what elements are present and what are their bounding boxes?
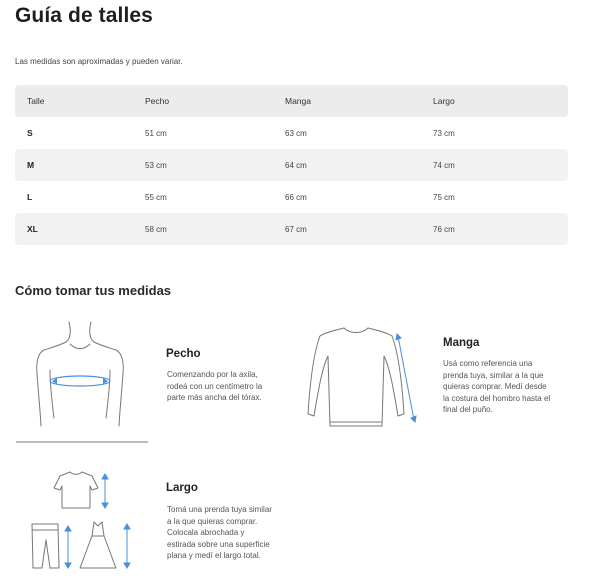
length-text-line: a la que quieras comprar.: [167, 516, 258, 526]
table-row: [15, 181, 568, 213]
cell-chest: 55 cm: [145, 192, 167, 202]
col-header-size: Talle: [15, 85, 145, 117]
length-text: [167, 504, 272, 562]
sleeve-text-line: Usá como referencia una: [443, 359, 533, 368]
cell-sleeve: 64 cm: [285, 149, 433, 181]
length-text-line: Tomá una prenda tuya similar: [167, 505, 272, 514]
cell-size: M: [15, 149, 145, 181]
page-title: Guía de talles: [15, 4, 153, 27]
cell-chest: 53 cm: [145, 149, 285, 181]
torso-icon: [14, 318, 150, 446]
sleeve-text-line: la costura del hombro hasta el: [443, 393, 551, 403]
cell-sleeve: 67 cm: [285, 213, 433, 245]
cell-sleeve: 66 cm: [285, 192, 307, 202]
sleeve-text-line: quieras comprar. Medí desde: [443, 382, 547, 391]
cell-sleeve: 63 cm: [285, 128, 307, 138]
sleeve-text-line: final del puño.: [443, 405, 493, 414]
table-header-row: [15, 85, 568, 117]
long-sleeve-shirt-icon: [300, 322, 420, 432]
cell-chest: 51 cm: [145, 128, 167, 138]
chest-text: [167, 369, 262, 404]
col-header-sleeve: Manga: [285, 85, 433, 117]
chest-text-line: parte más ancha del tórax.: [167, 393, 262, 402]
sleeve-text: [443, 358, 550, 416]
table-row: [15, 149, 568, 181]
cell-length: 76 cm: [433, 213, 568, 245]
measure-section-title: Cómo tomar tus medidas: [15, 283, 172, 298]
col-header-chest: Pecho: [145, 85, 285, 117]
sleeve-title: Manga: [443, 337, 480, 349]
chest-title: Pecho: [166, 348, 201, 360]
length-text-line: plana y medí el largo total.: [167, 551, 261, 560]
length-title: Largo: [166, 482, 198, 494]
length-text-line: Colocala abrochada y: [167, 528, 245, 537]
col-header-length: Largo: [433, 85, 568, 117]
size-table: [15, 85, 568, 245]
chest-text-line: Comenzando por la axila,: [167, 370, 258, 379]
cell-size: S: [27, 128, 33, 138]
table-row: [15, 117, 568, 149]
cell-length: 75 cm: [433, 192, 455, 202]
page-subtitle: Las medidas son aproximadas y pueden variar.: [15, 57, 183, 66]
cell-size: L: [27, 192, 33, 202]
cell-size: XL: [15, 213, 145, 245]
cell-length: 74 cm: [433, 149, 568, 181]
cell-chest: 58 cm: [145, 213, 285, 245]
length-text-line: estirada sobre una superficie: [167, 539, 270, 549]
cell-length: 73 cm: [433, 128, 455, 138]
sleeve-text-line: prenda tuya, similar a la que: [443, 370, 544, 380]
table-row: [15, 213, 568, 245]
chest-text-line: rodeá con un centímetro la: [167, 381, 263, 391]
garments-length-icon: [28, 466, 138, 578]
